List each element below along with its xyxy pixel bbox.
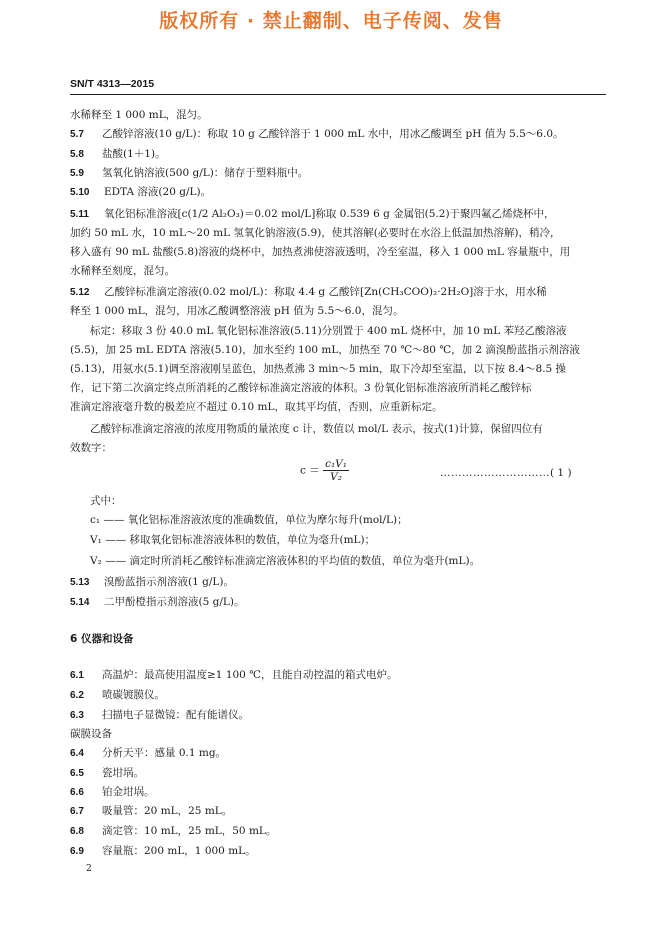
text-line: 准滴定溶液毫升数的极差应不超过 0.10 mL，取其平均值，否则，应重新标定。 (70, 401, 443, 413)
text-line: 作，记下第二次滴定终点所消耗的乙酸锌标准滴定溶液的体积。3 份氧化铝标准溶液所消耗乙酸锌标 (70, 382, 532, 394)
item-number: 6.3 (70, 710, 84, 721)
definition-v1: V₁ —— 移取氧化铝标准溶液体积的数值，单位为毫升(mL)； (90, 534, 376, 546)
item-number: 6.9 (70, 846, 84, 857)
item-number: 6.5 (70, 768, 84, 779)
item-number: 6.2 (70, 690, 84, 701)
item-text: 二甲酚橙指示剂溶液(5 g/L)。 (104, 596, 245, 608)
header-rule (70, 94, 606, 95)
item-text: 溴酚蓝指示剂溶液(1 g/L)。 (104, 576, 234, 588)
text-line: 式中： (90, 495, 122, 507)
item-5-10 (70, 183, 211, 202)
item-number: 6.4 (70, 748, 84, 759)
item-6-1 (70, 666, 397, 685)
text-line: 释至 1 000 mL，混匀，用冰乙酸调整溶液 pH 值为 5.5～6.0，混匀。 (70, 305, 404, 317)
item-text: 容量瓶：200 mL，1 000 mL。 (102, 845, 256, 857)
formula-label: ( 1 ) (550, 467, 572, 479)
item-number: 5.10 (70, 187, 90, 198)
text-line: (5.13)，用氨水(5.1)调至溶液刚呈蓝色，加热煮沸 3 min～5 min，取下冷却至室温，以下按 8.4～8.5 操 (70, 363, 567, 375)
item-5-13 (70, 573, 234, 592)
item-number: 5.8 (70, 149, 84, 160)
item-text: 扫描电子显微镜：配有能谱仪。 (102, 709, 249, 721)
item-6-3 (70, 706, 249, 725)
formula-number (440, 464, 572, 482)
item-6-6 (70, 783, 155, 802)
item-5-14 (70, 593, 244, 612)
item-6-2 (70, 686, 165, 705)
item-number: 5.12 (70, 287, 90, 298)
page-number: 2 (86, 864, 92, 874)
item-6-9 (70, 842, 256, 861)
formula-fraction (323, 458, 349, 483)
text-line: 碳膜设备 (70, 728, 112, 740)
item-text: 高温炉：最高使用温度≥1 100 ℃，且能自动控温的箱式电炉。 (102, 669, 398, 681)
text-line: 加约 50 mL 水，10 mL～20 mL 氢氧化钠溶液(5.9)，使其溶解(必要时在水浴上低温加热溶解)，稍冷， (70, 227, 561, 239)
item-text: 瓷坩埚。 (102, 767, 144, 779)
item-text: 喷碳镀膜仪。 (102, 689, 165, 701)
text-line: 乙酸锌标准滴定溶液的浓度用物质的量浓度 c 计，数值以 mol/L 表示，按式(1)计算，保留四位有 (90, 423, 543, 435)
item-text: 盐酸(1＋1)。 (102, 148, 166, 160)
item-5-11 (70, 205, 555, 224)
item-number: 5.13 (70, 577, 90, 588)
item-number: 5.11 (70, 209, 89, 220)
text-line: 移入盛有 90 mL 盐酸(5.8)溶液的烧杯中，加热煮沸使溶液透明，冷至室温，移入 1 000 mL 容量瓶中，用 (70, 246, 571, 258)
item-number: 6.1 (70, 670, 84, 681)
definition-v2: V₂ —— 滴定时所消耗乙酸锌标准滴定溶液体积的平均值的数值，单位为毫升(mL)。 (90, 555, 481, 567)
item-text: 乙酸锌标准滴定溶液(0.02 mol/L)：称取 4.4 g 乙酸锌[Zn(CH₃COO)₂·2H₂O]溶于水，用水稀 (104, 286, 547, 298)
item-number: 6.6 (70, 787, 84, 798)
item-6-4 (70, 744, 226, 763)
item-text: EDTA 溶液(20 g/L)。 (104, 186, 212, 198)
item-5-7 (70, 125, 564, 144)
item-number: 6.7 (70, 806, 84, 817)
text-line: 标定：移取 3 份 40.0 mL 氧化铝标准溶液(5.11)分别置于 400 mL 烧杯中，加 10 mL 苯羟乙酸溶液 (90, 325, 567, 337)
item-text: 铂金坩埚。 (102, 786, 155, 798)
formula-numerator: c₁V₁ (325, 458, 347, 470)
item-number: 5.14 (70, 597, 90, 608)
item-text: 氢氧化钠溶液(500 g/L)：储存于塑料瓶中。 (102, 167, 309, 179)
item-text: 氧化铝标准溶液[c(1/2 Al₂O₃)＝0.02 mol/L]称取 0.539 6 g 金属铝(5.2)于聚四氟乙烯烧杯中， (104, 208, 555, 220)
item-5-8 (70, 145, 166, 164)
formula-1 (300, 458, 349, 483)
item-number: 5.9 (70, 168, 84, 179)
item-number: 6.8 (70, 826, 84, 837)
item-text: 滴定管：10 mL，25 mL，50 mL。 (102, 825, 277, 837)
item-number: 5.7 (70, 129, 84, 140)
watermark-banner: 版权所有 · 禁止翻制、电子传阅、发售 (159, 10, 503, 32)
text-line: 水稀释至 1 000 mL，混匀。 (70, 109, 208, 121)
item-6-8 (70, 822, 276, 841)
section-heading-6: 6 仪器和设备 (70, 633, 134, 645)
text-line: 水稀释至刻度，混匀。 (70, 265, 175, 277)
text-line: 效数字： (70, 442, 112, 454)
formula-leader-dots: ………………………… (440, 467, 550, 479)
item-6-7 (70, 802, 232, 821)
text-line: (5.5)，加 25 mL EDTA 溶液(5.10)，加水至约 100 mL，加热至 70 ℃～80 ℃，加 2 滴溴酚蓝指示剂溶液 (70, 344, 580, 356)
item-5-9 (70, 164, 308, 183)
formula-lhs: c ＝ (300, 464, 320, 477)
item-text: 乙酸锌溶液(10 g/L)：称取 10 g 乙酸锌溶于 1 000 mL 水中，用冰乙酸调至 pH 值为 5.5～6.0。 (102, 128, 564, 140)
standard-code-header: SN/T 4313—2015 (70, 78, 155, 90)
item-text: 分析天平：感量 0.1 mg。 (102, 747, 227, 759)
item-6-5 (70, 764, 144, 783)
definition-c1: c₁ —— 氧化铝标准溶液浓度的准确数值，单位为摩尔每升(mol/L)； (90, 514, 408, 526)
formula-denominator: V₂ (330, 471, 342, 483)
item-text: 吸量管：20 mL，25 mL。 (102, 805, 233, 817)
item-5-12 (70, 283, 547, 302)
